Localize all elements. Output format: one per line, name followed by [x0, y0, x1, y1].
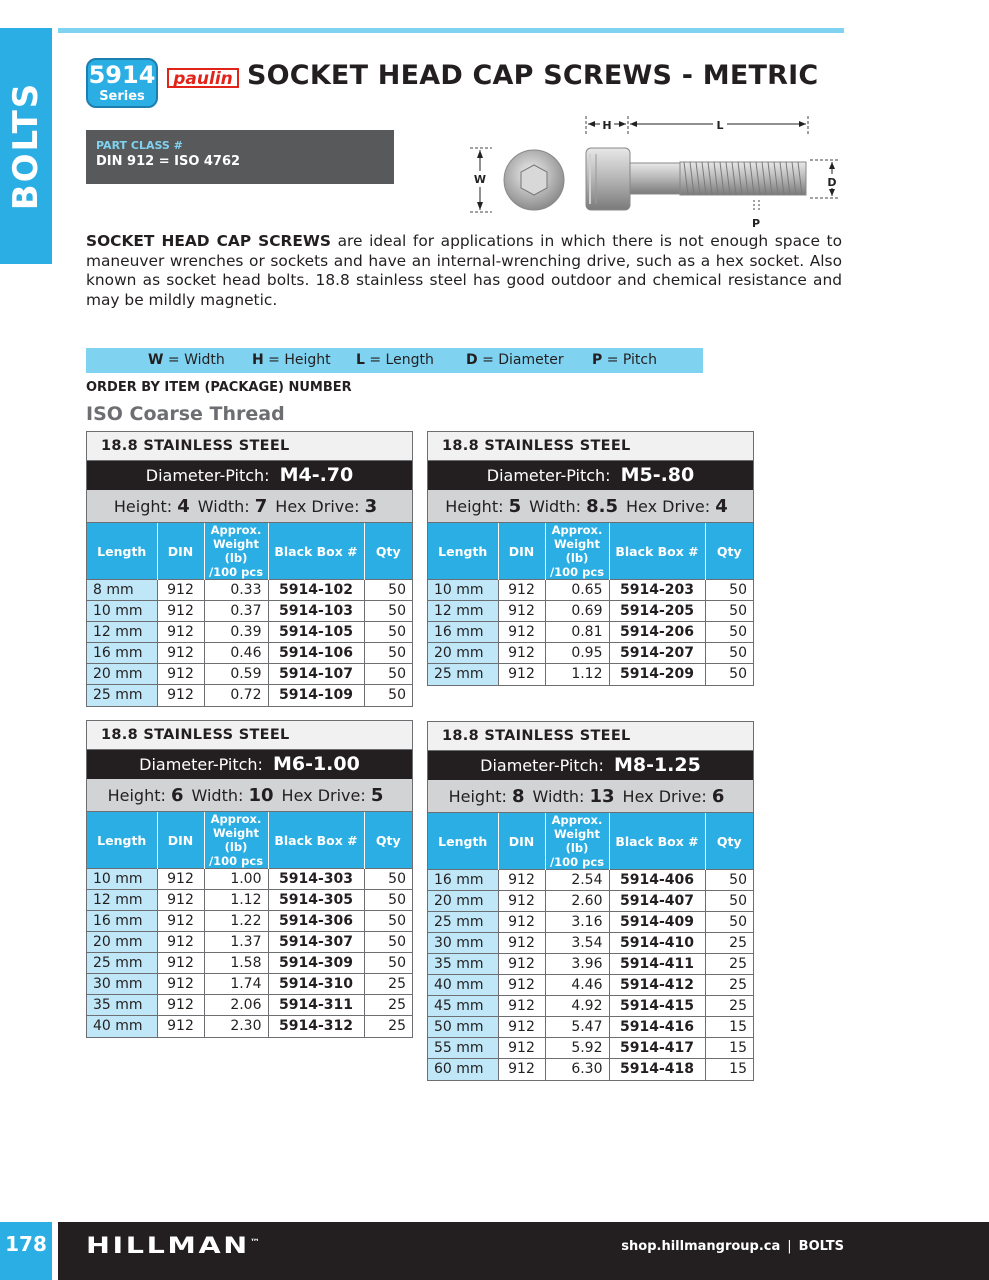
- table-row: [87, 911, 412, 932]
- spec-table-m5: [427, 431, 754, 686]
- table-row: [428, 1059, 753, 1080]
- cell-din: 912: [157, 911, 204, 932]
- cell-din: 912: [157, 601, 204, 622]
- description-lead: SOCKET HEAD CAP SCREWS: [86, 232, 331, 250]
- cell-din: 912: [157, 974, 204, 995]
- cell-length: 40 mm: [428, 975, 498, 996]
- cell-black-box-number: 5914-106: [268, 643, 364, 664]
- table-row: [428, 912, 753, 933]
- cell-length: 20 mm: [87, 664, 157, 685]
- table-row: [428, 891, 753, 912]
- cell-length: 35 mm: [87, 995, 157, 1016]
- height-width-hex-row: Height: 8 Width: 13 Hex Drive: 6: [428, 780, 753, 813]
- cell-weight: 5.92: [545, 1038, 609, 1059]
- table-row: [428, 622, 753, 643]
- cell-black-box-number: 5914-407: [609, 891, 705, 912]
- cell-qty: 50: [705, 580, 753, 601]
- top-divider: [58, 28, 844, 33]
- part-class-label: PART CLASS #: [96, 139, 183, 152]
- cell-black-box-number: 5914-103: [268, 601, 364, 622]
- diameter-pitch-row: Diameter-Pitch: M6-1.00: [87, 750, 412, 779]
- cell-length: 20 mm: [428, 643, 498, 664]
- cell-length: 45 mm: [428, 996, 498, 1017]
- diameter-pitch-value: M6-1.00: [272, 753, 360, 775]
- cell-weight: 0.39: [204, 622, 268, 643]
- parts-table: [87, 812, 412, 1037]
- thread-title: ISO Coarse Thread: [86, 403, 285, 425]
- cell-weight: 0.59: [204, 664, 268, 685]
- cell-din: 912: [498, 643, 545, 664]
- cell-black-box-number: 5914-307: [268, 932, 364, 953]
- screw-shank: [630, 163, 680, 194]
- cell-weight: 3.54: [545, 933, 609, 954]
- cell-black-box-number: 5914-206: [609, 622, 705, 643]
- hillman-logo: HILLMAN™: [86, 1234, 261, 1259]
- cell-qty: 50: [364, 622, 412, 643]
- cell-weight: 0.81: [545, 622, 609, 643]
- table-row: [428, 580, 753, 601]
- cell-qty: 25: [705, 933, 753, 954]
- cell-black-box-number: 5914-309: [268, 953, 364, 974]
- product-description: [86, 232, 842, 310]
- cell-length: 10 mm: [428, 580, 498, 601]
- dim-w-label: W: [473, 173, 487, 186]
- legend-width: W = Width: [148, 352, 225, 368]
- cell-length: 40 mm: [87, 1016, 157, 1037]
- cell-weight: 3.96: [545, 954, 609, 975]
- table-row: [428, 975, 753, 996]
- diameter-pitch-value: M8-1.25: [613, 754, 701, 776]
- table-row: [87, 869, 412, 890]
- cell-length: 35 mm: [428, 954, 498, 975]
- paulin-logo: [166, 66, 240, 90]
- cell-weight: 0.65: [545, 580, 609, 601]
- cell-weight: 1.12: [204, 890, 268, 911]
- cell-length: 30 mm: [428, 933, 498, 954]
- footer-bar: [58, 1222, 989, 1280]
- dim-h-label: H: [602, 119, 612, 132]
- cell-length: 12 mm: [87, 890, 157, 911]
- cell-weight: 0.37: [204, 601, 268, 622]
- legend-diameter: D = Diameter: [466, 352, 564, 368]
- parts-table: [428, 813, 753, 1080]
- cell-length: 20 mm: [87, 932, 157, 953]
- cell-qty: 15: [705, 1059, 753, 1080]
- table-row: [428, 1017, 753, 1038]
- cell-black-box-number: 5914-306: [268, 911, 364, 932]
- cell-qty: 50: [705, 622, 753, 643]
- table-row: [428, 933, 753, 954]
- cell-black-box-number: 5914-209: [609, 664, 705, 685]
- cell-qty: 50: [364, 685, 412, 706]
- cell-weight: 3.16: [545, 912, 609, 933]
- cell-din: 912: [498, 601, 545, 622]
- material-header: 18.8 STAINLESS STEEL: [428, 722, 753, 751]
- diameter-pitch-value: M5-.80: [620, 464, 695, 486]
- cell-black-box-number: 5914-105: [268, 622, 364, 643]
- cell-din: 912: [498, 954, 545, 975]
- cell-length: 50 mm: [428, 1017, 498, 1038]
- section-tab: [0, 28, 52, 264]
- footer-links: shop.hillmangroup.ca | BOLTS: [621, 1239, 844, 1254]
- legend-length: L = Length: [356, 352, 434, 368]
- cell-black-box-number: 5914-303: [268, 869, 364, 890]
- cell-length: 8 mm: [87, 580, 157, 601]
- diameter-pitch-row: Diameter-Pitch: M5-.80: [428, 461, 753, 490]
- cell-black-box-number: 5914-417: [609, 1038, 705, 1059]
- dim-d-label: D: [827, 176, 837, 189]
- cell-black-box-number: 5914-412: [609, 975, 705, 996]
- table-row: [87, 953, 412, 974]
- cell-qty: 50: [705, 643, 753, 664]
- cell-weight: 1.37: [204, 932, 268, 953]
- cell-din: 912: [157, 995, 204, 1016]
- table-row: [87, 601, 412, 622]
- cell-qty: 25: [705, 996, 753, 1017]
- page-footer: [0, 1222, 989, 1280]
- cell-qty: 50: [705, 870, 753, 891]
- cell-black-box-number: 5914-415: [609, 996, 705, 1017]
- table-row: [87, 622, 412, 643]
- height-width-hex-row: Height: 6 Width: 10 Hex Drive: 5: [87, 779, 412, 812]
- cell-black-box-number: 5914-205: [609, 601, 705, 622]
- table-row: [428, 1038, 753, 1059]
- material-header: 18.8 STAINLESS STEEL: [87, 721, 412, 750]
- order-note: ORDER BY ITEM (PACKAGE) NUMBER: [86, 380, 352, 395]
- cell-black-box-number: 5914-203: [609, 580, 705, 601]
- height-width-hex-row: Height: 4 Width: 7 Hex Drive: 3: [87, 490, 412, 523]
- cell-black-box-number: 5914-207: [609, 643, 705, 664]
- cell-qty: 50: [364, 664, 412, 685]
- material-header: 18.8 STAINLESS STEEL: [428, 432, 753, 461]
- spec-table-m6: [86, 720, 413, 1038]
- legend-height: H = Height: [252, 352, 331, 368]
- diameter-pitch-value: M4-.70: [279, 464, 354, 486]
- cell-length: 16 mm: [87, 911, 157, 932]
- table-row: [87, 643, 412, 664]
- screw-dimension-diagram: [462, 108, 844, 232]
- cell-din: 912: [498, 870, 545, 891]
- table-header-row: Length DIN Approx. Weight (lb) /100 pcs Black Box # Qty: [428, 813, 753, 870]
- cell-qty: 50: [364, 869, 412, 890]
- cell-din: 912: [498, 912, 545, 933]
- cell-din: 912: [498, 664, 545, 685]
- cell-qty: 25: [364, 1016, 412, 1037]
- cell-weight: 2.60: [545, 891, 609, 912]
- cell-weight: 0.33: [204, 580, 268, 601]
- table-header-row: Length DIN Approx. Weight (lb) /100 pcs Black Box # Qty: [87, 523, 412, 580]
- table-row: [428, 996, 753, 1017]
- dim-l-label: L: [716, 119, 724, 132]
- table-header-row: Length DIN Approx. Weight (lb) /100 pcs Black Box # Qty: [428, 523, 753, 580]
- cell-qty: 50: [364, 643, 412, 664]
- cell-black-box-number: 5914-311: [268, 995, 364, 1016]
- cell-qty: 50: [364, 953, 412, 974]
- cell-weight: 1.74: [204, 974, 268, 995]
- material-header: 18.8 STAINLESS STEEL: [87, 432, 412, 461]
- table-row: [428, 664, 753, 685]
- cell-black-box-number: 5914-107: [268, 664, 364, 685]
- cell-qty: 50: [364, 932, 412, 953]
- series-number: 5914: [88, 61, 156, 89]
- dimension-legend: [86, 348, 703, 373]
- cell-qty: 15: [705, 1017, 753, 1038]
- cell-weight: 1.00: [204, 869, 268, 890]
- table-row: [87, 974, 412, 995]
- cell-black-box-number: 5914-409: [609, 912, 705, 933]
- table-row: [87, 685, 412, 706]
- cell-black-box-number: 5914-416: [609, 1017, 705, 1038]
- dim-p-label: P: [751, 217, 761, 230]
- cell-din: 912: [157, 643, 204, 664]
- cell-length: 25 mm: [87, 685, 157, 706]
- cell-length: 25 mm: [428, 664, 498, 685]
- cell-weight: 0.46: [204, 643, 268, 664]
- table-row: [87, 890, 412, 911]
- cell-weight: 6.30: [545, 1059, 609, 1080]
- cell-length: 12 mm: [428, 601, 498, 622]
- cell-length: 10 mm: [87, 869, 157, 890]
- cell-qty: 50: [705, 912, 753, 933]
- cell-weight: 0.72: [204, 685, 268, 706]
- cell-length: 30 mm: [87, 974, 157, 995]
- cell-weight: 4.46: [545, 975, 609, 996]
- cell-qty: 50: [364, 890, 412, 911]
- cell-qty: 25: [705, 975, 753, 996]
- hex-socket: [521, 165, 547, 195]
- cell-length: 16 mm: [428, 622, 498, 643]
- table-row: [428, 601, 753, 622]
- cell-din: 912: [498, 891, 545, 912]
- cell-din: 912: [498, 1038, 545, 1059]
- cell-din: 912: [498, 996, 545, 1017]
- cell-qty: 15: [705, 1038, 753, 1059]
- cell-qty: 50: [364, 580, 412, 601]
- cell-length: 25 mm: [87, 953, 157, 974]
- spec-table-m8: [427, 721, 754, 1081]
- spec-table-m4: [86, 431, 413, 707]
- cell-qty: 25: [364, 995, 412, 1016]
- page-title: SOCKET HEAD CAP SCREWS - METRIC: [247, 60, 819, 91]
- cell-din: 912: [157, 953, 204, 974]
- cell-din: 912: [498, 975, 545, 996]
- cell-weight: 2.30: [204, 1016, 268, 1037]
- cell-black-box-number: 5914-411: [609, 954, 705, 975]
- cell-qty: 50: [364, 911, 412, 932]
- table-row: [428, 870, 753, 891]
- cell-din: 912: [498, 1017, 545, 1038]
- cell-black-box-number: 5914-102: [268, 580, 364, 601]
- cell-weight: 0.69: [545, 601, 609, 622]
- description-text: are ideal for applications in which there is not enough space to maneuver wrenches or sockets and have an internal-wrenching drive, such as a hex socket. Also known as socket head bolts. 18.8 stainless steel has good outdoor and chemical resistance and may be mildly magnetic.: [86, 232, 842, 309]
- cell-length: 16 mm: [428, 870, 498, 891]
- cell-qty: 50: [364, 601, 412, 622]
- screw-head-side-view: [586, 148, 630, 210]
- table-row: [87, 932, 412, 953]
- cell-black-box-number: 5914-418: [609, 1059, 705, 1080]
- site-url-link[interactable]: shop.hillmangroup.ca: [621, 1239, 781, 1254]
- cell-din: 912: [157, 869, 204, 890]
- table-header-row: Length DIN Approx. Weight (lb) /100 pcs Black Box # Qty: [87, 812, 412, 869]
- table-row: [87, 580, 412, 601]
- table-row: [87, 1016, 412, 1037]
- table-row: [87, 995, 412, 1016]
- table-row: [428, 643, 753, 664]
- cell-length: 10 mm: [87, 601, 157, 622]
- cell-qty: 25: [705, 954, 753, 975]
- cell-din: 912: [157, 685, 204, 706]
- cell-din: 912: [498, 933, 545, 954]
- cell-din: 912: [157, 890, 204, 911]
- cell-din: 912: [498, 1059, 545, 1080]
- cell-length: 12 mm: [87, 622, 157, 643]
- legend-pitch: P = Pitch: [592, 352, 657, 368]
- cell-din: 912: [157, 1016, 204, 1037]
- paulin-logo-text: paulin: [173, 69, 233, 89]
- cell-length: 16 mm: [87, 643, 157, 664]
- cell-length: 60 mm: [428, 1059, 498, 1080]
- cell-weight: 1.58: [204, 953, 268, 974]
- cell-din: 912: [157, 580, 204, 601]
- parts-table: [428, 523, 753, 685]
- cell-din: 912: [498, 580, 545, 601]
- series-label: Series: [99, 89, 145, 104]
- cell-length: 55 mm: [428, 1038, 498, 1059]
- parts-table: [87, 523, 412, 706]
- part-class-box: [86, 130, 394, 184]
- cell-weight: 5.47: [545, 1017, 609, 1038]
- cell-qty: 50: [705, 664, 753, 685]
- cell-weight: 1.22: [204, 911, 268, 932]
- cell-black-box-number: 5914-109: [268, 685, 364, 706]
- table-row: [87, 664, 412, 685]
- cell-length: 25 mm: [428, 912, 498, 933]
- cell-length: 20 mm: [428, 891, 498, 912]
- table-row: [428, 954, 753, 975]
- page-number: 178: [0, 1222, 52, 1280]
- cell-weight: 0.95: [545, 643, 609, 664]
- cell-din: 912: [498, 622, 545, 643]
- diameter-pitch-row: Diameter-Pitch: M4-.70: [87, 461, 412, 490]
- cell-black-box-number: 5914-312: [268, 1016, 364, 1037]
- cell-weight: 2.54: [545, 870, 609, 891]
- section-tab-label: BOLTS: [6, 81, 46, 211]
- height-width-hex-row: Height: 5 Width: 8.5 Hex Drive: 4: [428, 490, 753, 523]
- cell-black-box-number: 5914-310: [268, 974, 364, 995]
- cell-weight: 1.12: [545, 664, 609, 685]
- cell-din: 912: [157, 932, 204, 953]
- cell-qty: 50: [705, 601, 753, 622]
- diameter-pitch-row: Diameter-Pitch: M8-1.25: [428, 751, 753, 780]
- cell-qty: 50: [705, 891, 753, 912]
- cell-black-box-number: 5914-406: [609, 870, 705, 891]
- series-badge: [86, 58, 158, 108]
- cell-black-box-number: 5914-410: [609, 933, 705, 954]
- cell-black-box-number: 5914-305: [268, 890, 364, 911]
- footer-section: BOLTS: [798, 1239, 844, 1254]
- cell-din: 912: [157, 622, 204, 643]
- part-class-value: DIN 912 = ISO 4762: [96, 154, 241, 169]
- cell-din: 912: [157, 664, 204, 685]
- cell-qty: 25: [364, 974, 412, 995]
- cell-weight: 2.06: [204, 995, 268, 1016]
- cell-weight: 4.92: [545, 996, 609, 1017]
